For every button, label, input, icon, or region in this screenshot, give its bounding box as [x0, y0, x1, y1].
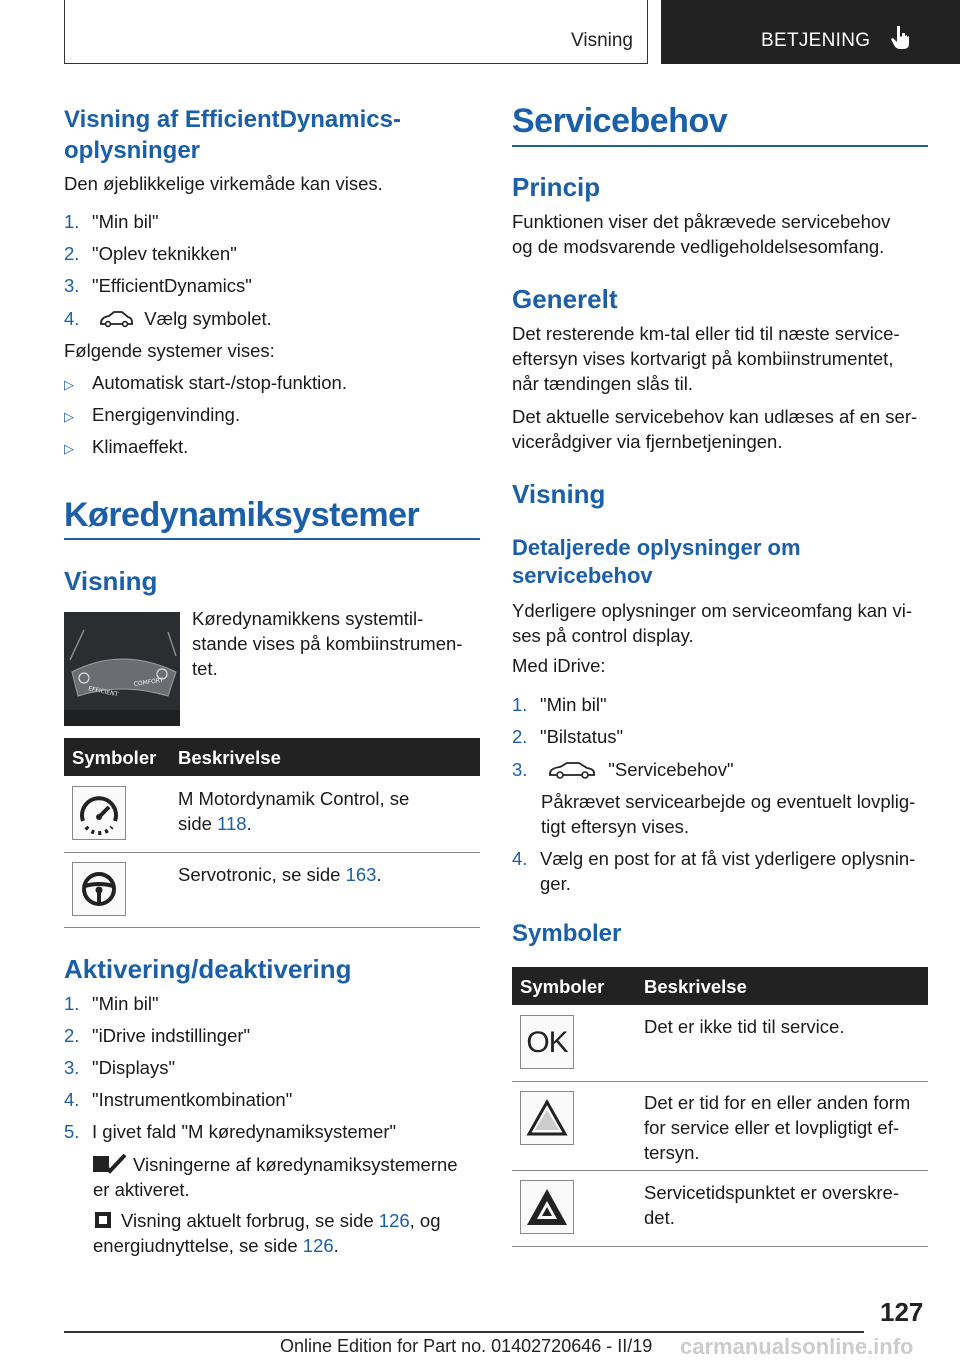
- list-item: [512, 692, 607, 717]
- m-dynamic-icon: [72, 786, 126, 840]
- section-title-efficientdynamics: [64, 104, 401, 166]
- page-link-126[interactable]: 126: [302, 1235, 334, 1256]
- generelt-text-2: [512, 404, 917, 454]
- footer-edition: Online Edition for Part no. 01402720646 - II/19: [280, 1336, 653, 1356]
- list-item: [64, 209, 159, 234]
- hand-pointer-icon: [891, 24, 913, 50]
- note-text: energiudnyttelse, se side: [93, 1235, 303, 1256]
- overdue-triangle-icon: [520, 1180, 574, 1234]
- col-header-description: Beskrivelse: [178, 747, 281, 768]
- step-number: 2.: [64, 1025, 80, 1046]
- desc-line: tet.: [192, 658, 218, 679]
- col-header-symbols: Symboler: [520, 976, 605, 997]
- table-divider: [64, 852, 480, 853]
- table-row-description: [644, 1180, 899, 1230]
- ok-icon-text: OK: [526, 1026, 568, 1059]
- step-text: Vælg en post for at få vist yderligere oplysnin-: [540, 848, 916, 869]
- step-number: 2.: [64, 243, 80, 264]
- text-line: Det resterende km-tal eller tid til næste service-: [512, 323, 900, 344]
- step-text: "Servicebehov": [608, 759, 734, 780]
- table-divider: [512, 1170, 928, 1171]
- text-line: ses på control display.: [512, 625, 694, 646]
- list-item: [64, 991, 159, 1016]
- ok-icon: [520, 1015, 574, 1069]
- subsection-title-generelt: Generelt: [512, 284, 618, 314]
- footer-rule: [64, 1331, 864, 1333]
- step-text: "Instrumentkombination": [92, 1089, 293, 1110]
- title-line: servicebehov: [512, 563, 653, 588]
- bullet-text: Klimaeffekt.: [92, 436, 189, 457]
- intro-text: Den øjeblikkelige virkemåde kan vises.: [64, 173, 383, 194]
- table-row-description: Det er ikke tid til service.: [644, 1016, 845, 1037]
- sub-intro-text: Følgende systemer vises:: [64, 340, 275, 361]
- step-text: "EfficientDynamics": [92, 275, 252, 296]
- step-number: 4.: [64, 1089, 80, 1110]
- bullet-item: [64, 434, 188, 461]
- step-text: "Oplev teknikken": [92, 243, 237, 264]
- subsubsection-title-detaljerede: [512, 534, 801, 590]
- subsubsection-title-symboler: Symboler: [512, 920, 622, 947]
- step-number: 1.: [64, 211, 80, 232]
- step-number: 5.: [64, 1121, 80, 1142]
- col-header-symbols: Symboler: [72, 747, 157, 768]
- subsection-title-aktivering: Aktivering/deaktivering: [64, 954, 352, 984]
- header-section-label: Visning: [571, 30, 633, 51]
- chapter-title-servicebehov: Servicebehov: [512, 102, 728, 140]
- text-line: når tændingen slås til.: [512, 373, 693, 394]
- note-text: Visningerne af køredynamiksystemerne: [133, 1154, 458, 1175]
- checkbox-unchecked-note: [93, 1208, 441, 1258]
- list-item: [64, 1023, 250, 1048]
- list-item: [512, 724, 623, 749]
- list-item: [64, 306, 272, 331]
- header-left-tab: [64, 0, 648, 64]
- page-link-126[interactable]: 126: [378, 1210, 410, 1231]
- list-item: [512, 846, 915, 896]
- symbol-table-header: [512, 967, 928, 1005]
- bullet-triangle-icon: ▷: [64, 441, 74, 456]
- text-line: Påkrævet servicearbejde og eventuelt lovplig-: [541, 791, 916, 812]
- table-divider: [64, 927, 480, 928]
- page-number: 127: [880, 1297, 924, 1327]
- step-text: "Min bil": [92, 993, 159, 1014]
- generelt-text: [512, 321, 900, 396]
- visning-description: [192, 606, 462, 681]
- step-text: ger.: [540, 873, 571, 894]
- watermark: carmanualsonline.info: [680, 1334, 914, 1359]
- page-link-163[interactable]: 163: [345, 864, 377, 885]
- text-line: vicerådgiver via fjernbetjeningen.: [512, 431, 783, 452]
- text-line: Det aktuelle servicebehov kan udlæses af en ser-: [512, 406, 918, 427]
- col-header-description: Beskrivelse: [644, 976, 747, 997]
- desc-line: Køredynamikkens systemtil-: [192, 608, 424, 629]
- text-line: for service eller et lovpligtigt ef-: [644, 1117, 899, 1138]
- row-text: side: [178, 813, 218, 834]
- list-item: [64, 241, 237, 266]
- step-text: "iDrive indstillinger": [92, 1025, 251, 1046]
- bullet-text: Automatisk start-/stop-funktion.: [92, 372, 347, 393]
- text-line: og de modsvarende vedligeholdelsesomfang.: [512, 236, 885, 257]
- subsection-title-princip: Princip: [512, 172, 601, 202]
- list-item: [64, 273, 252, 298]
- subsection-title-visning: Visning: [64, 566, 158, 596]
- bullet-text: Energigenvinding.: [92, 404, 241, 425]
- text-line: Servicetidspunktet er overskre-: [644, 1182, 899, 1203]
- text-line: Funktionen viser det påkrævede servicebehov: [512, 211, 891, 232]
- step-text: "Displays": [92, 1057, 176, 1078]
- list-item: [64, 1119, 396, 1144]
- step-number: 4.: [64, 308, 80, 329]
- text-line: tigt eftersyn vises.: [541, 816, 690, 837]
- cluster-label-efficient: EFFICIENT: [87, 685, 119, 699]
- car-leaf-icon: [99, 310, 133, 328]
- note-text: Visning aktuelt forbrug, se side: [121, 1210, 379, 1231]
- steering-wheel-icon: [72, 862, 126, 916]
- step-text: "Min bil": [92, 211, 159, 232]
- step-number: 1.: [512, 694, 528, 715]
- detail-text: [512, 598, 912, 648]
- cluster-label-comfort: COMFORT: [133, 676, 164, 688]
- text-line: tersyn.: [644, 1142, 700, 1163]
- list-item: [64, 1087, 292, 1112]
- table-row-description: [178, 786, 409, 836]
- title-underline: [512, 145, 928, 147]
- row-text: .: [246, 813, 252, 834]
- step-number: 2.: [512, 726, 528, 747]
- table-row-description: [644, 1090, 910, 1165]
- step-number: 3.: [512, 759, 528, 780]
- text-line: eftersyn vises kortvarigt på kombiinstrumentet,: [512, 348, 894, 369]
- text-line: det.: [644, 1207, 675, 1228]
- checkmark-icon: [93, 1154, 127, 1174]
- chapter-title-koredynamik: Køredynamiksystemer: [64, 496, 420, 534]
- title-underline: [64, 538, 480, 540]
- note-text: , og: [409, 1210, 441, 1231]
- list-item: [512, 757, 734, 782]
- page-link-118[interactable]: 118: [217, 813, 247, 834]
- row-text: .: [376, 864, 382, 885]
- step-number: 3.: [64, 275, 80, 296]
- step-text: I givet fald "M køredynamiksystemer": [92, 1121, 397, 1142]
- note-text: .: [333, 1235, 339, 1256]
- subsection-title-visning: Visning: [512, 479, 606, 509]
- step-number: 3.: [64, 1057, 80, 1078]
- step-text: "Bilstatus": [540, 726, 624, 747]
- step-sub-text: [541, 789, 915, 839]
- idrive-label: Med iDrive:: [512, 655, 606, 676]
- row-text: Servotronic, se side: [178, 864, 346, 885]
- desc-line: stande vises på kombiinstrumen-: [192, 633, 463, 654]
- bullet-item: [64, 370, 347, 397]
- text-line: Det er tid for en eller anden form: [644, 1092, 911, 1113]
- note-text: er aktiveret.: [93, 1179, 190, 1200]
- warning-triangle-icon: [520, 1091, 574, 1145]
- title-line: Visning af EfficientDynamics-: [64, 106, 401, 133]
- symbol-table-header: [64, 738, 480, 776]
- table-row-description: [178, 862, 382, 887]
- bullet-item: [64, 402, 240, 429]
- header-right-tab: [661, 0, 960, 64]
- car-icon: [547, 760, 597, 780]
- step-text: Vælg symbolet.: [144, 308, 272, 329]
- step-text: "Min bil": [540, 694, 607, 715]
- bullet-triangle-icon: ▷: [64, 409, 74, 424]
- square-box-icon: [93, 1210, 117, 1230]
- princip-text: [512, 209, 890, 259]
- step-number: 1.: [64, 993, 80, 1014]
- text-line: Yderligere oplysninger om serviceomfang kan vi-: [512, 600, 912, 621]
- table-divider: [512, 1246, 928, 1247]
- row-text: M Motordynamik Control, se: [178, 788, 410, 809]
- bullet-triangle-icon: ▷: [64, 377, 74, 392]
- checkbox-checked-note: [93, 1152, 458, 1202]
- header-chapter-label: BETJENING: [761, 30, 871, 51]
- step-number: 4.: [512, 848, 528, 869]
- table-divider: [512, 1081, 928, 1082]
- title-line: Detaljerede oplysninger om: [512, 535, 801, 560]
- list-item: [64, 1055, 175, 1080]
- title-line: oplysninger: [64, 137, 201, 164]
- instrument-cluster-image: [64, 612, 180, 726]
